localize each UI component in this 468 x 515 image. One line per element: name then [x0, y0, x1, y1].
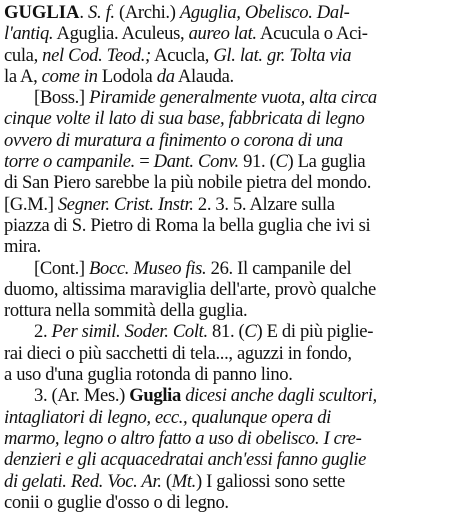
text-line: [4, 108, 466, 129]
text-run: Acucla,: [150, 44, 214, 66]
text-run: piazza di S. Pietro di Roma la bella guglia che ivi si: [4, 214, 371, 236]
text-run: [Cont.]: [34, 257, 90, 279]
text-line: [4, 194, 466, 215]
italic-text: denzieri e gli acquacedratai anch'essi fanno guglie: [4, 449, 367, 471]
text-run: Lodola: [97, 65, 157, 87]
text-line: [4, 151, 466, 172]
italic-text: C: [275, 151, 288, 173]
italic-text: l'antiq.: [4, 23, 54, 45]
text-line: [4, 258, 466, 279]
text-line: [4, 407, 466, 428]
entry-paragraph: [4, 385, 466, 513]
text-line: [4, 385, 466, 406]
text-line: [4, 172, 466, 193]
dictionary-entry: [4, 2, 466, 513]
text-run: ) I galiossi sono sette: [195, 470, 345, 492]
italic-text: Mt.: [171, 470, 196, 492]
italic-text: Aguglia, Obelisco. Dal-: [179, 2, 350, 23]
text-run: 26. Il campanile del: [206, 257, 352, 279]
italic-text: Piramide generalmente vuota, alta circa: [89, 87, 377, 109]
text-line: [4, 300, 466, 321]
italic-text: dicesi anche dagli scultori,: [180, 385, 377, 407]
text-run: di San Piero sarebbe la più nobile pietra del mondo.: [4, 172, 372, 194]
text-run: cula,: [4, 44, 43, 66]
text-run: duomo, altissima maraviglia dell'arte, provò qualche: [4, 278, 376, 300]
text-line: [4, 87, 466, 108]
text-run: ) La guglia: [287, 151, 366, 173]
text-run: 81. (: [207, 321, 245, 343]
text-run: ) E di più piglie-: [256, 321, 374, 343]
text-run: [Boss.]: [34, 87, 90, 109]
italic-text: Bocc. Museo fis.: [89, 257, 207, 279]
text-run: 2.: [34, 321, 52, 343]
bold-text: Guglia: [129, 385, 181, 407]
italic-text: cinque volte il lato di sua base, fabbricata di legno: [4, 108, 365, 130]
text-run: (: [161, 470, 172, 492]
italic-text: da: [156, 65, 175, 87]
text-run: Acucula o Aci-: [256, 23, 368, 45]
text-line: [4, 236, 466, 257]
text-run: =: [134, 151, 154, 173]
text-run: rai dieci o più sacchetti di tela..., aguzzi in fondo,: [4, 342, 352, 364]
italic-text: C: [244, 321, 257, 343]
italic-text: come in: [41, 65, 98, 87]
italic-text: Dant. Conv.: [153, 151, 239, 173]
text-line: [4, 215, 466, 236]
text-line: [4, 279, 466, 300]
italic-text: torre o campanile.: [4, 151, 135, 173]
text-run: a uso d'una guglia rotonda di panno lino.: [4, 364, 293, 386]
text-line: [4, 492, 466, 513]
text-run: Alauda.: [174, 65, 234, 87]
entry-paragraph: [4, 2, 466, 87]
text-line: [4, 23, 466, 44]
italic-text: Per simil. Soder. Colt.: [51, 321, 208, 343]
text-line: [4, 2, 466, 23]
entry-paragraph: [4, 321, 466, 385]
italic-text: di gelati.: [4, 470, 67, 492]
text-line: [4, 428, 466, 449]
italic-text: marmo, legno o altro fatto a uso di obelisco. I cre-: [4, 427, 362, 449]
text-run: Aguglia. Aculeus,: [53, 23, 189, 45]
italic-text: Segner. Crist. Instr.: [57, 193, 194, 215]
italic-text: nel Cod. Teod.;: [42, 44, 151, 66]
italic-text: Gl. lat. gr. Tolta via: [213, 44, 352, 66]
text-run: [G.M.]: [4, 193, 58, 215]
italic-text: ovvero di muratura a finimento o corona di una: [4, 129, 343, 151]
text-line: [4, 449, 466, 470]
text-run: 2. 3. 5. Alzare sulla: [193, 193, 335, 215]
text-line: [4, 321, 466, 342]
text-line: [4, 130, 466, 151]
text-run: la A,: [4, 65, 42, 87]
entry-paragraph: [4, 87, 466, 257]
italic-text: S. f.: [88, 2, 115, 23]
text-run: conii o guglie d'osso o di legno.: [4, 491, 229, 513]
italic-text: Red. Voc. Ar.: [70, 470, 162, 492]
text-run: 3. (Ar. Mes.): [34, 385, 130, 407]
text-run: (Archi.): [114, 2, 180, 23]
text-line: [4, 343, 466, 364]
italic-text: intagliatori di legno, ecc., qualunque opera di: [4, 406, 331, 428]
text-line: [4, 364, 466, 385]
entry-paragraph: [4, 258, 466, 322]
text-line: [4, 45, 466, 66]
text-run: mira.: [4, 236, 41, 258]
text-run: rottura nella sommità della guglia.: [4, 300, 248, 322]
text-run: 91. (: [238, 151, 276, 173]
text-line: [4, 66, 466, 87]
text-run: .: [79, 2, 89, 23]
italic-text: aureo lat.: [188, 23, 257, 45]
headword: GUGLIA: [4, 2, 80, 23]
text-line: [4, 471, 466, 492]
